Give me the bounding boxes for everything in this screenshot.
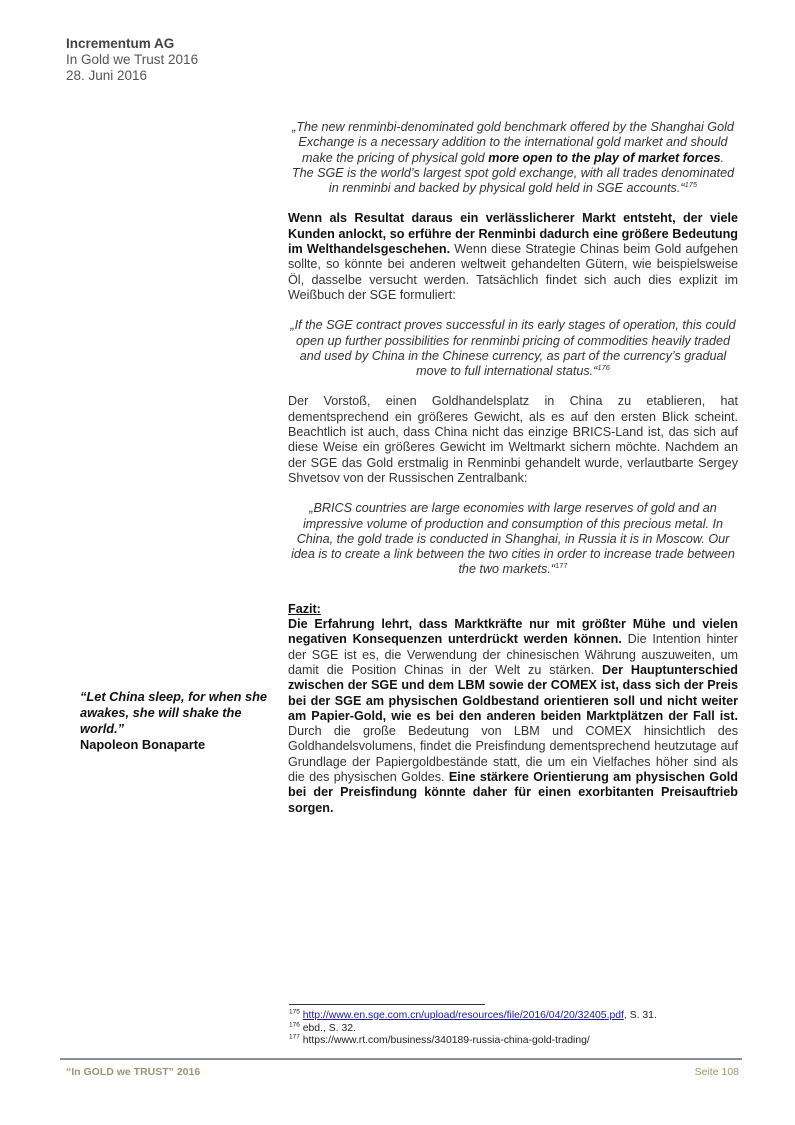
- paragraph-renminbi: [288, 211, 738, 303]
- fazit-text-2: Durch die große Bedeutung von LBM und COMEX hinsichtlich des Goldhandelsvolumens, findet die Preisfindung dementsprechend heutzutage auf Grundlage der Papiergoldbestände statt, die um ein Vielfaches höher sind als die des physischen Goldes.: [288, 724, 738, 784]
- paragraph-text: Wenn diese Strategie Chinas beim Gold aufgehen sollte, so könnte bei anderen weltweit gehandelten Gütern, wie beispielsweise Öl, dasselbe versucht werden. Tatsächlich findet sich auch dies explizit im Weißbuch der SGE formuliert:: [288, 242, 738, 302]
- footer-title: “In GOLD we TRUST” 2016: [66, 1066, 201, 1078]
- footnotes: [289, 1010, 657, 1048]
- quote-text: „BRICS countries are large economies with large reserves of gold and an impressive volume of production and consumption of this precious metal. In China, the gold trade is conducted in Shanghai, in Russia it is in Moscow. Our idea is to create a link between the two cities in order to increase trade between the two markets.“: [291, 501, 735, 577]
- fazit-heading: Fazit:: [288, 601, 321, 616]
- footnote-text: ebd., S. 32.: [302, 1022, 356, 1034]
- organization-name: Incrementum AG: [66, 36, 175, 51]
- main-content: [288, 120, 738, 831]
- footnote-number: 177: [289, 1033, 300, 1041]
- footer-divider: [60, 1058, 742, 1060]
- quote-text: „The new renminbi-denominated gold benchmark offered by the Shanghai Gold Exchange is a necessary addition to the international gold market and should make the pricing of physical gold: [292, 120, 734, 165]
- footnote-number: 176: [289, 1021, 300, 1029]
- footnote-number: 175: [289, 1008, 300, 1016]
- quote-brics: [288, 501, 738, 577]
- sidebar-quote-text: “Let China sleep, for when she awakes, she will shake the world.”: [80, 689, 268, 736]
- paragraph-fazit: [288, 617, 738, 816]
- footnote-ref-175[interactable]: 175: [684, 180, 698, 189]
- quote-sge-contract: [288, 318, 738, 379]
- footnote-text: https://www.rt.com/business/340189-russia-china-gold-trading/: [302, 1035, 590, 1046]
- fazit-text-1: Die Intention hinter der SGE ist es, die Verwendung der chinesischen Währung auszuweiten, um damit die Position Chinas in der Welt zu stärken.: [288, 632, 738, 677]
- footnote-link[interactable]: http://www.en.sge.com.cn/upload/resources/file/2016/04/20/32405.pdf: [302, 1010, 624, 1021]
- page-number: Seite 108: [694, 1066, 739, 1078]
- footnote-ref-177[interactable]: 177: [555, 561, 568, 571]
- footnote-176: [289, 1023, 657, 1036]
- quote-text: „If the SGE contract proves successful in its early stages of operation, this could open up further possibilities for renminbi pricing of commodities heavily traded and used by China in the Chinese currency, as part of the currency’s gradual move to full international status.“: [290, 318, 736, 379]
- paragraph-text: Der Vorstoß, einen Goldhandelsplatz in China zu etablieren, hat dementsprechend ein größeres Gewicht, als es auf den ersten Blick scheint. Beachtlich ist auch, dass China nicht das einzige BRICS-Land ist, das sich auf diese Weise ein größeres Gewicht im Weltmarkt sichern möchte. Nachdem an der SGE das Gold erstmalig in Renminbi gehandelt wurde, verlautbarte Sergey Shvetsov von der Russischen Zentralbank:: [288, 394, 738, 485]
- fazit-emphasis-1: Die Erfahrung lehrt, dass Marktkräfte nur mit größter Mühe und vielen negativen Konsequenzen unterdrückt werden können.: [288, 617, 738, 647]
- paragraph-brics: [288, 394, 738, 486]
- page-header: [66, 36, 198, 84]
- sidebar-quote: [80, 689, 280, 753]
- footnote-175: [289, 1010, 657, 1023]
- footnote-suffix: , S. 31.: [623, 1010, 657, 1021]
- footnote-177: [289, 1035, 657, 1048]
- footnote-ref-176[interactable]: 176: [597, 362, 610, 372]
- footnote-divider: [289, 1004, 485, 1005]
- quote-text: . The SGE is the world’s largest spot gold exchange, with all trades denominated in renminbi and backed by physical gold held in SGE accounts.“: [291, 150, 735, 196]
- quote-emphasis: more open to the play of market forces: [488, 150, 721, 165]
- sidebar-quote-author: Napoleon Bonaparte: [80, 737, 206, 752]
- fazit-emphasis-2: Der Hauptunterschied zwischen der SGE und dem LBM sowie der COMEX ist, dass sich der Preis bei der SGE am physischen Goldbestand orientieren soll und nicht weiter am Papier-Gold, wie es bei den anderen beiden Marktplätzen der Fall ist.: [288, 662, 738, 723]
- publication-date: 28. Juni 2016: [66, 68, 148, 83]
- paragraph-emphasis: Wenn als Resultat daraus ein verlässlicherer Markt entsteht, der viele Kunden anlockt, so erführe der Renminbi dadurch eine größere Bedeutung im Welthandelsgeschehen.: [288, 211, 738, 257]
- fazit-emphasis-3: Eine stärkere Orientierung am physischen Gold bei der Preisfindung könnte daher für einen exorbitanten Preisauftrieb sorgen.: [288, 769, 738, 815]
- quote-sge-benchmark: [288, 120, 738, 196]
- publication-title: In Gold we Trust 2016: [66, 52, 199, 67]
